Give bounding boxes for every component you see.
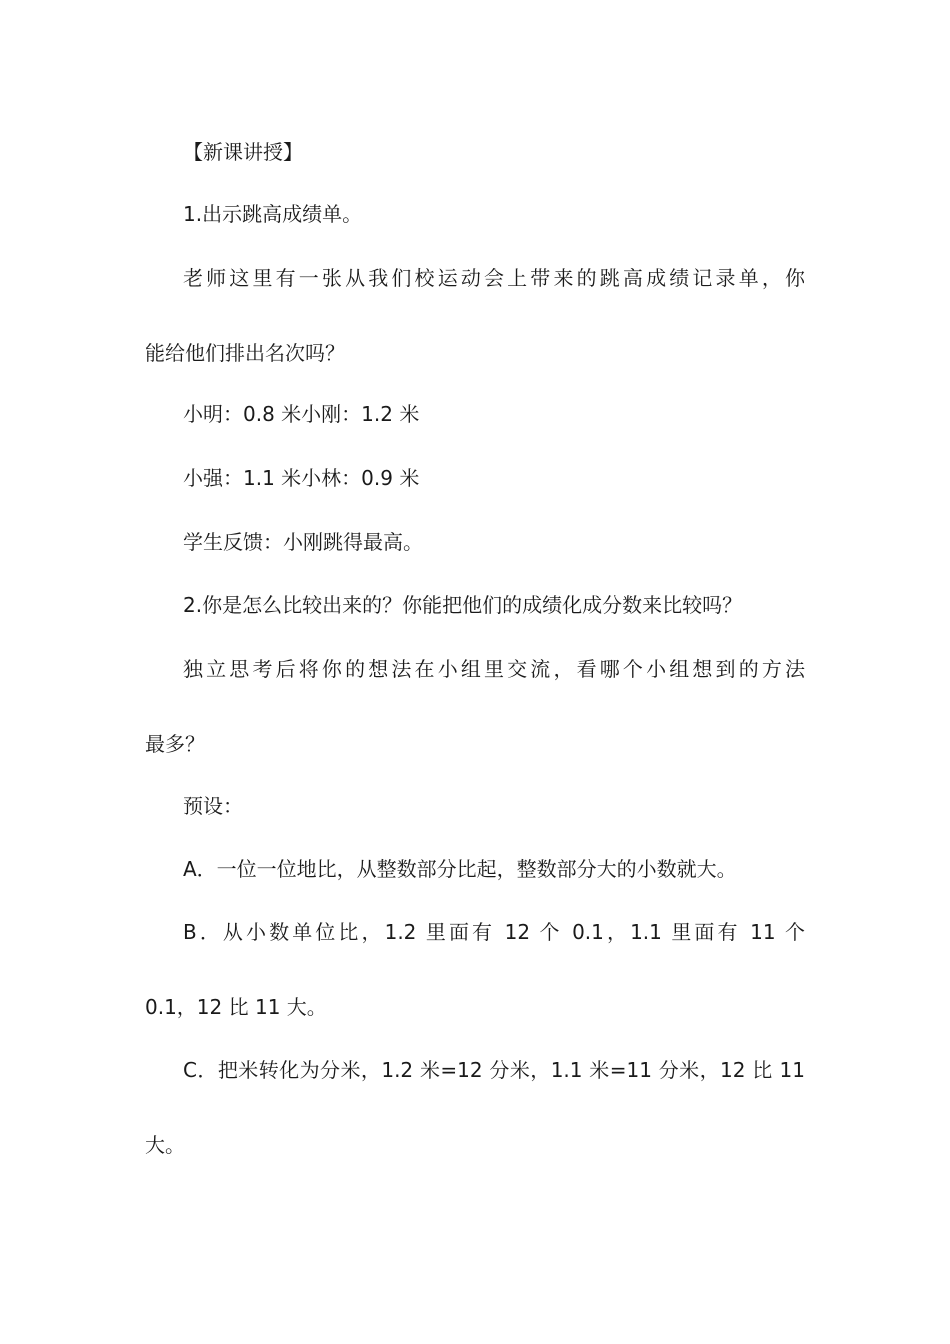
- option-c-line-1: C．把米转化为分米，1.2 米=12 分米，1.1 米=11 分米，12 比 11: [183, 1058, 805, 1082]
- intro-paragraph-line-2: 能给他们排出名次吗？: [145, 341, 345, 365]
- option-b-line-1: B．从小数单位比，1.2 里面有 12 个 0.1，1.1 里面有 11 个: [183, 920, 805, 944]
- preset-label: 预设：: [183, 794, 243, 818]
- item-1-title: 1.出示跳高成绩单。: [183, 202, 363, 226]
- section-heading: 【新课讲授】: [183, 140, 303, 164]
- item-2-title: 2.你是怎么比较出来的？你能把他们的成绩化成分数来比较吗？: [183, 593, 743, 617]
- think-paragraph-line-2: 最多？: [145, 732, 205, 756]
- option-b-line-2: 0.1，12 比 11 大。: [145, 995, 327, 1019]
- option-c-line-2: 大。: [145, 1133, 185, 1157]
- intro-paragraph-line-1: 老师这里有一张从我们校运动会上带来的跳高成绩记录单，你: [183, 266, 805, 290]
- scores-line-2: 小强：1.1 米小林：0.9 米: [183, 466, 420, 490]
- scores-line-1: 小明：0.8 米小刚：1.2 米: [183, 402, 420, 426]
- student-feedback: 学生反馈：小刚跳得最高。: [183, 530, 423, 554]
- think-paragraph-line-1: 独立思考后将你的想法在小组里交流，看哪个小组想到的方法: [183, 657, 805, 681]
- option-a: A．一位一位地比，从整数部分比起，整数部分大的小数就大。: [183, 857, 737, 881]
